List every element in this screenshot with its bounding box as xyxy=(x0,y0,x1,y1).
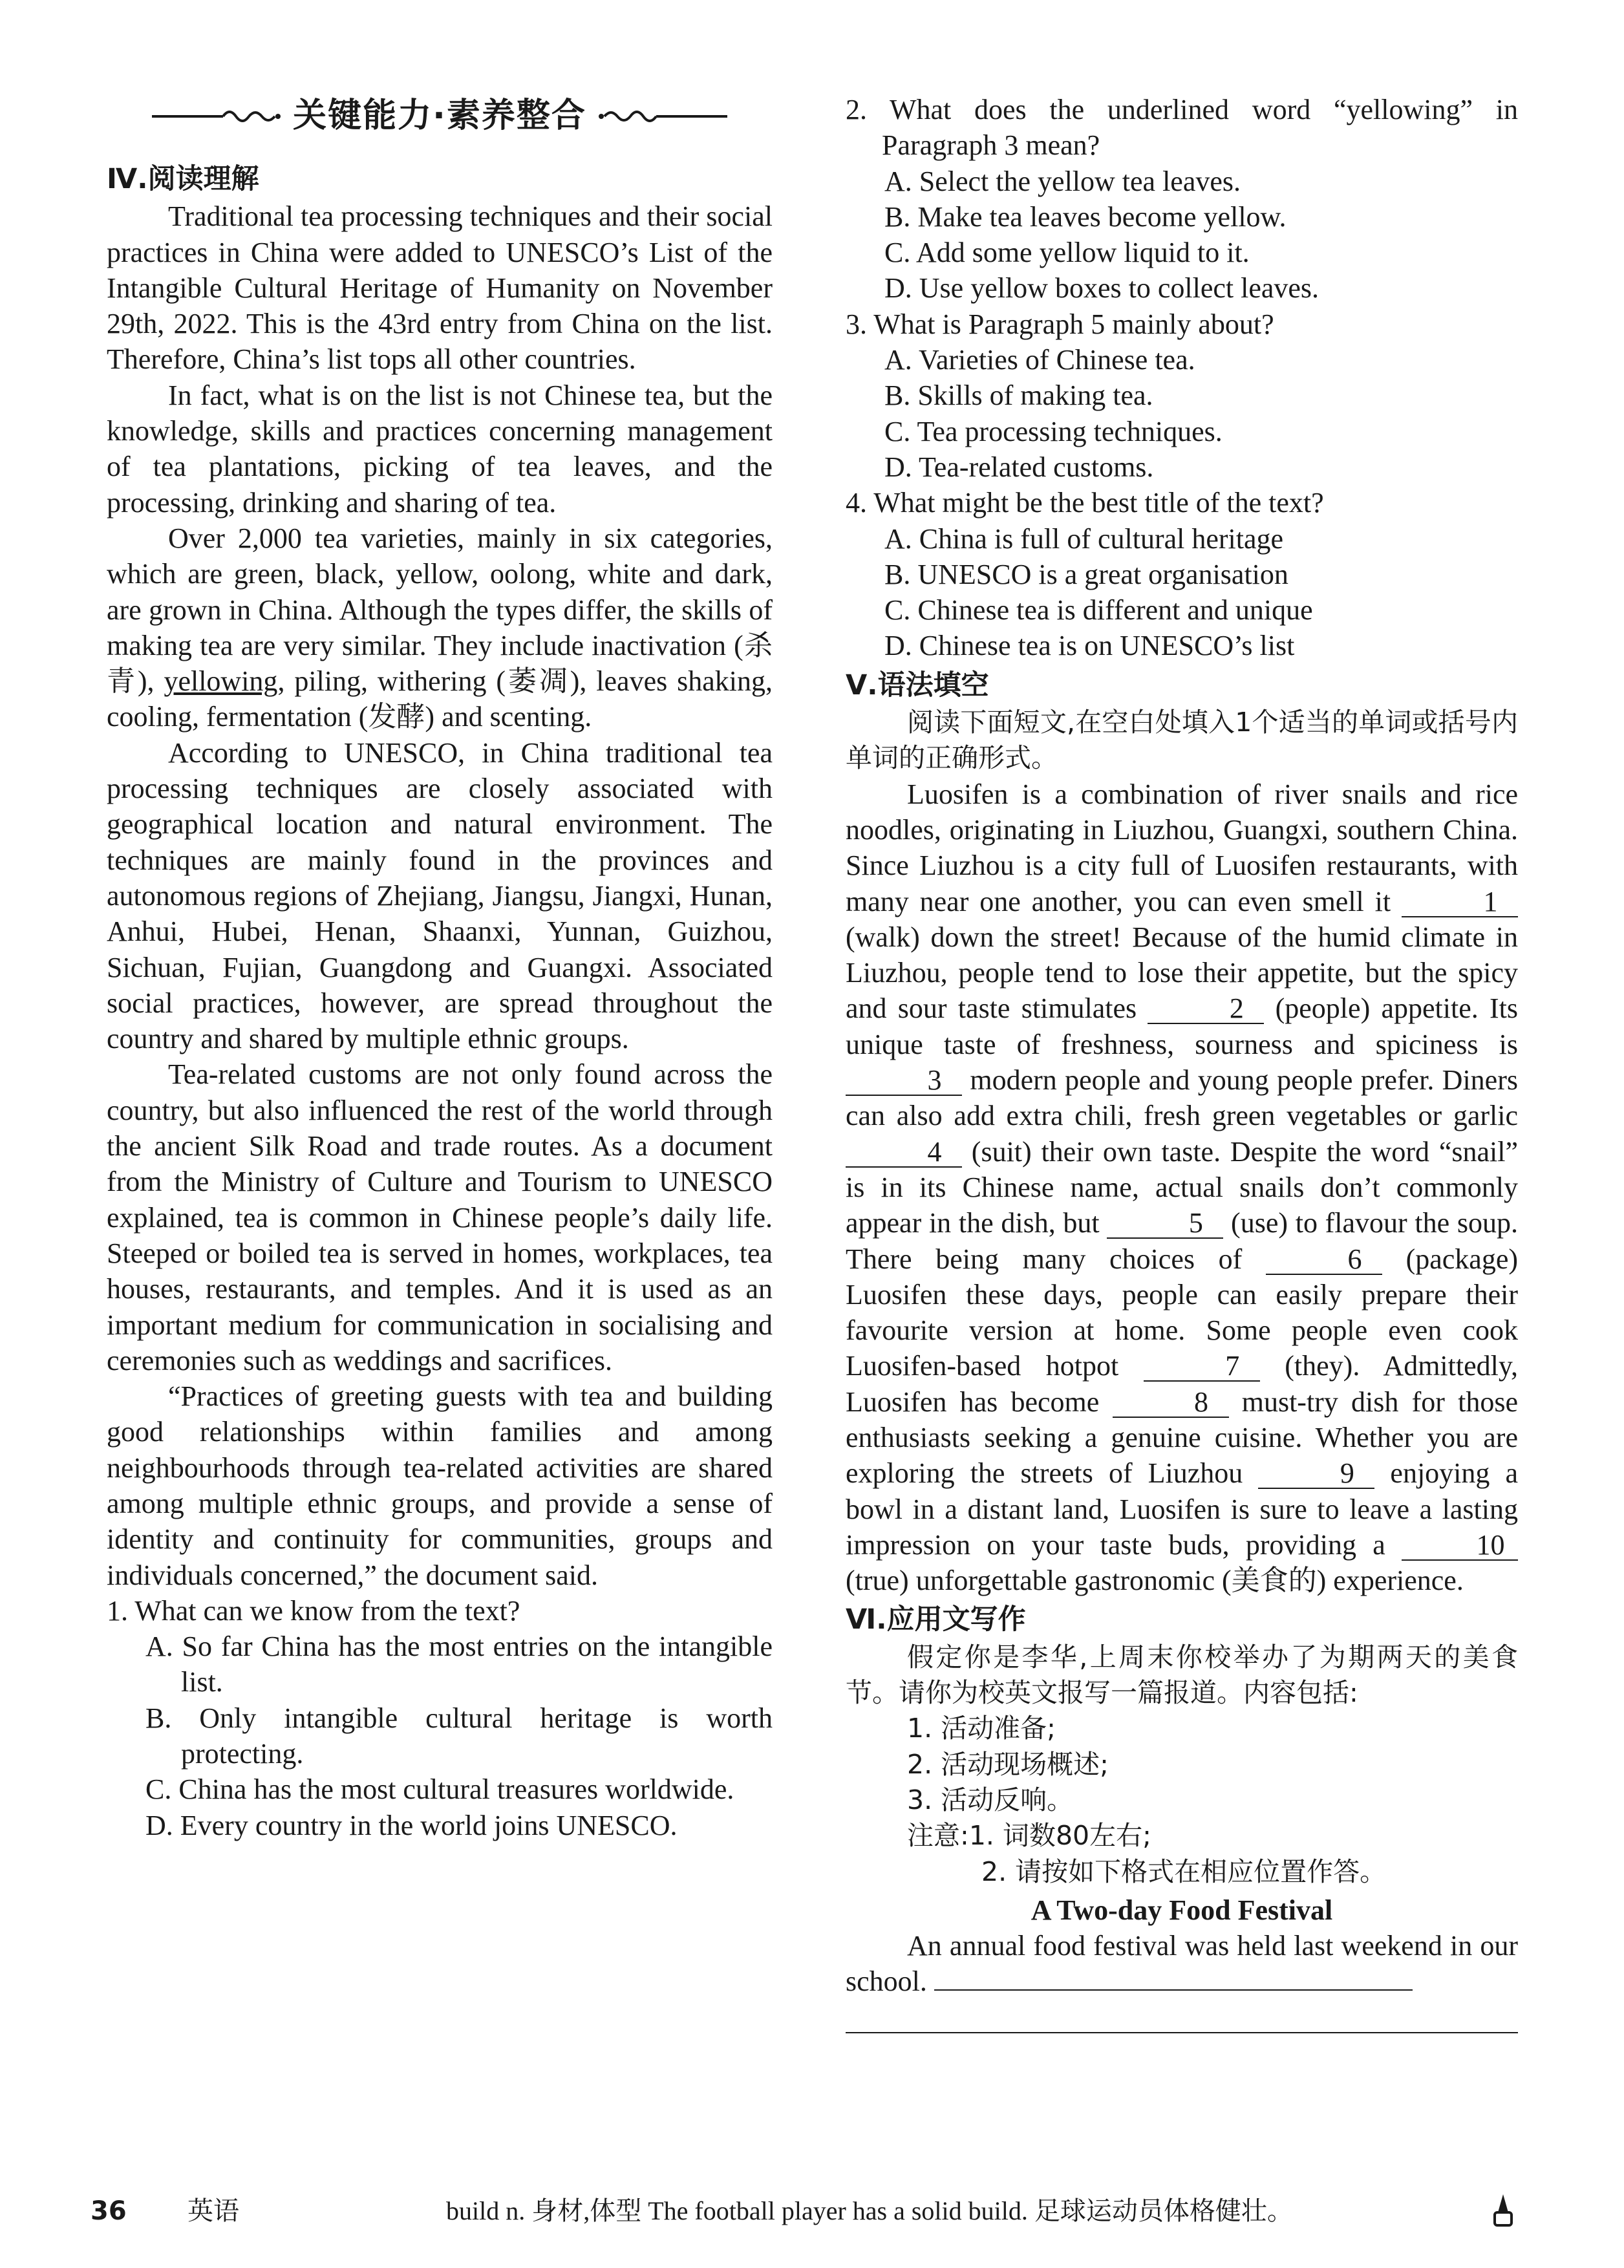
ornament-right-icon xyxy=(598,103,727,129)
question-stem: 3. What is Paragraph 5 mainly about? xyxy=(846,308,1274,340)
reading-paragraph-3 xyxy=(107,520,773,735)
question-3 xyxy=(846,306,1518,485)
question-option: A. Select the yellow tea leaves. xyxy=(884,165,1241,197)
question-option: D. Every country in the world joins UNESCO. xyxy=(145,1809,678,1841)
section-banner xyxy=(107,84,773,149)
blank-8[interactable]: 8 xyxy=(1113,1388,1229,1418)
question-option: B. Make tea leaves become yellow. xyxy=(884,200,1287,233)
writing-note-2: 2. 请按如下格式在相应位置作答。 xyxy=(981,1856,1387,1887)
passage-text: (true) unforgettable gastronomic (美食的) experience. xyxy=(846,1565,1464,1597)
banner-title: 关键能力·素养整合 xyxy=(293,96,586,136)
blank-5[interactable]: 5 xyxy=(1107,1209,1223,1239)
question-option: B. Skills of making tea. xyxy=(884,380,1153,412)
underlined-word: yellowing xyxy=(164,665,278,698)
passage-text: (package) Luosifen these days, people can easily prepare their favourite version at home. Some people even cook Luosifen-based hotpot xyxy=(846,1243,1519,1382)
passage-text: (they). Admittedly, Luosifen has become xyxy=(846,1350,1518,1418)
reading-paragraph-5: Tea-related customs are not only found across the country, but also influenced the rest of the world through the ancient Silk Road and trade routes. As a document from the Ministry of Culture and Tourism to UNESCO explained, tea is common in Chinese people’s daily life. Steeped or boiled tea is served in homes, workplaces, tea houses, restaurants, and temples. And it is used as an important medium for communication in socialising and ceremonies such as weddings and sacrifices. xyxy=(107,1058,773,1376)
blank-9[interactable]: 9 xyxy=(1258,1459,1374,1489)
reading-paragraph-2: In fact, what is on the list is not Chinese tea, but the knowledge, skills and practices concerning management of tea plantations, picking of tea leaves, and the processing, drinking and sharing of tea. xyxy=(107,379,773,519)
writing-prompt: 假定你是李华,上周末你校举办了为期两天的美食节。请你为校英文报写一篇报道。内容包括: xyxy=(846,1641,1518,1709)
passage-text: Luosifen is a combination of river snails and rice noodles, originating in Liuzhou, Guangxi, southern China. Since Liuzhou is a city full of Luosifen restaurants, with many near one another, you can even smell it xyxy=(846,778,1518,917)
question-option: C. China has the most cultural treasures worldwide. xyxy=(145,1773,734,1806)
right-column xyxy=(846,92,1518,2033)
blank-4[interactable]: 4 xyxy=(846,1138,962,1168)
blank-7[interactable]: 7 xyxy=(1144,1352,1260,1382)
question-option: C. Chinese tea is different and unique xyxy=(884,594,1313,626)
subject-label: 英语 xyxy=(187,2196,239,2226)
answer-line[interactable] xyxy=(934,1963,1413,1991)
blank-6[interactable]: 6 xyxy=(1266,1245,1382,1275)
writing-item: 3. 活动反响。 xyxy=(907,1784,1074,1815)
grammar-passage xyxy=(846,776,1518,1599)
question-option: D. Chinese tea is on UNESCO’s list xyxy=(884,630,1295,662)
writing-item: 1. 活动准备; xyxy=(907,1713,1056,1744)
question-option: A. Varieties of Chinese tea. xyxy=(884,344,1195,376)
answer-line[interactable] xyxy=(846,2000,1518,2033)
reading-paragraph-1: Traditional tea processing techniques and their social practices in China were added to UNESCO’s List of the Intangible Cultural Heritage of Humanity on November 29th, 2022. This is the 43rd entry from China on the list. Therefore, China’s list tops all other countries. xyxy=(107,200,773,376)
grammar-instruction: 阅读下面短文,在空白处填入1个适当的单词或括号内单词的正确形式。 xyxy=(846,707,1518,774)
passage-text: enjoying a bowl in a distant land, Luosifen is sure to leave a lasting impression on your taste buds, providing a xyxy=(846,1457,1518,1561)
passage-text: (people) appetite. Its unique taste of freshness, sourness and spiciness is xyxy=(846,992,1518,1060)
question-option: B. Only intangible cultural heritage is worth protecting. xyxy=(145,1702,773,1770)
ornament-left-icon xyxy=(152,103,281,129)
blank-10[interactable]: 10 xyxy=(1402,1531,1518,1561)
page-footer xyxy=(91,2192,1539,2231)
essay-title: A Two-day Food Festival xyxy=(1031,1894,1333,1926)
passage-text: (walk) down the street! Because of the humid climate in Liuzhou, people tend to lose their appetite, but the spicy and sour taste stimulates xyxy=(846,921,1518,1025)
reading-paragraph-4: According to UNESCO, in China traditional tea processing techniques are closely associated with geographical location and natural environment. The techniques are mainly found in the provinces and autonomous regions of Zhejiang, Jiangsu, Jiangxi, Hunan, Anhui, Hubei, Henan, Shaanxi, Yunnan, Guizhou, Sichuan, Fujian, Guangdong and Guangxi. Associated social practices, however, are spread throughout the country and shared by multiple ethnic groups. xyxy=(107,736,773,1055)
reading-section-title: Ⅳ.阅读理解 xyxy=(107,163,259,195)
writing-section-title: Ⅵ.应用文写作 xyxy=(846,1603,1026,1636)
question-option: C. Add some yellow liquid to it. xyxy=(884,237,1250,269)
question-option: A. China is full of cultural heritage xyxy=(884,522,1284,555)
question-option: B. UNESCO is a great organisation xyxy=(884,558,1288,590)
reading-paragraph-6: “Practices of greeting guests with tea and building good relationships within families and among neighbourhoods through tea-related activities are shared among multiple ethnic groups, and provide a sense of identity and continuity for communities, groups and individuals concerned,” the document said. xyxy=(107,1380,773,1591)
grammar-section-title: Ⅴ.语法填空 xyxy=(846,669,989,701)
left-column xyxy=(107,84,773,1843)
essay-start xyxy=(846,1928,1518,2000)
question-option: A. So far China has the most entries on the intangible list. xyxy=(145,1631,773,1698)
question-stem: 2. What does the underlined word “yellowing” in Paragraph 3 mean? xyxy=(846,94,1518,162)
question-1 xyxy=(107,1593,773,1843)
blank-3[interactable]: 3 xyxy=(846,1066,962,1096)
writing-note-1: 注意:1. 词数80左右; xyxy=(907,1820,1151,1852)
question-option: C. Tea processing techniques. xyxy=(884,415,1223,447)
question-stem: 4. What might be the best title of the text? xyxy=(846,487,1324,519)
page-number: 36 xyxy=(91,2196,127,2226)
blank-1[interactable]: 1 xyxy=(1402,888,1518,917)
question-option: D. Tea-related customs. xyxy=(884,451,1154,483)
passage-text: must-try dish for those enthusiasts seeking a genuine cuisine. Whether you are exploring the streets of Liuzhou xyxy=(846,1385,1518,1490)
p3-text-before: Over 2,000 tea varieties, mainly in six categories, which are green, black, yellow, oolong, white and dark, are grown in China. Although the types differ, the skills of making tea are very similar. They include inactivation (杀青), xyxy=(107,522,773,698)
pencil-icon xyxy=(1487,2193,1519,2229)
passage-text: (use) to flavour the soup. There being many choices of xyxy=(846,1207,1518,1275)
question-2 xyxy=(846,92,1518,306)
question-stem: 1. What can we know from the text? xyxy=(107,1594,520,1627)
writing-item: 2. 活动现场概述; xyxy=(907,1748,1109,1780)
blank-2[interactable]: 2 xyxy=(1148,994,1264,1024)
question-4 xyxy=(846,485,1518,663)
p3-text-after: , piling, withering (萎凋), leaves shaking, cooling, fermentation (发酵) and scenting. xyxy=(107,665,773,733)
passage-text: modern people and young people prefer. Diners can also add extra chili, fresh green vegetables or garlic xyxy=(846,1064,1518,1132)
essay-start-text: An annual food festival was held last weekend in our school. xyxy=(846,1930,1518,1998)
vocab-tip: build n. 身材,体型 The football player has a solid build. 足球运动员体格健壮。 xyxy=(446,2196,1293,2225)
passage-text: (suit) their own taste. Despite the word “snail” is in its Chinese name, actual snails don’t commonly appear in the dish, but xyxy=(846,1135,1518,1239)
question-option: D. Use yellow boxes to collect leaves. xyxy=(884,272,1320,305)
